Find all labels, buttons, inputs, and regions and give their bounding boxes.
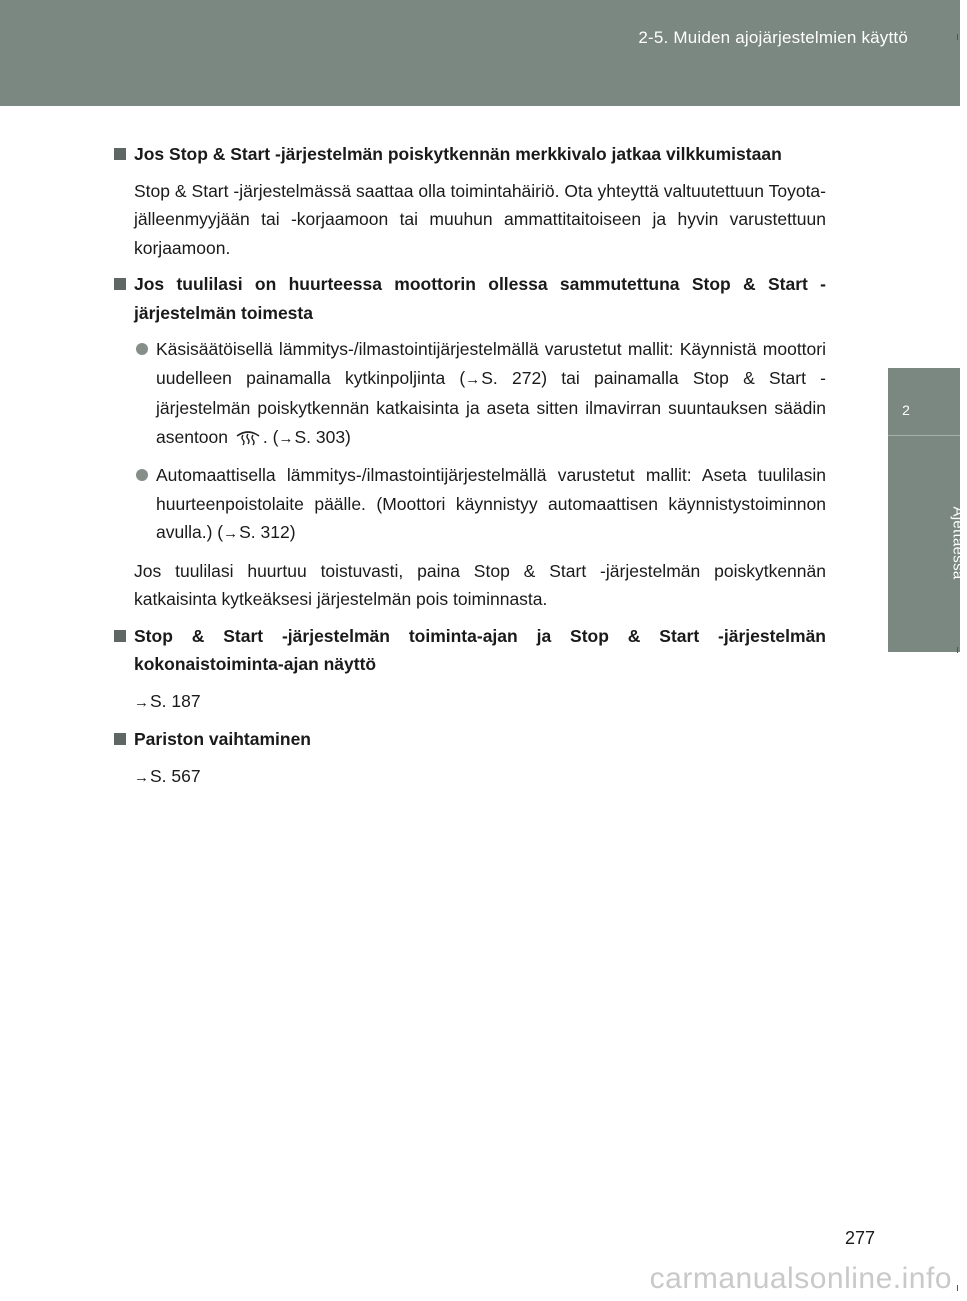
page-reference-line	[114, 762, 826, 793]
side-divider	[888, 435, 960, 436]
section-heading	[114, 725, 826, 754]
page-content	[114, 140, 826, 800]
round-bullet-icon	[136, 469, 148, 481]
section-body: Stop & Start -järjestelmässä saattaa olla toimintahäiriö. Ota yhteyttä valtuutettuun Toyota-jälleenmyyjään tai -korjaamoon tai muuhun ammattitaitoiseen ja hyvin varustettuun korjaamoon.	[134, 180, 826, 258]
section-body: Jos tuulilasi huurtuu toistuvasti, paina Stop & Start -järjestelmän poiskytkennän katkaisinta kytkeäksesi järjestelmän pois toiminnasta.	[134, 560, 826, 609]
watermark[interactable]: carmanualsonline.info	[649, 1262, 952, 1295]
right-arrow-icon: →	[278, 429, 294, 447]
side-tab	[888, 368, 967, 652]
page-reference[interactable]: S. 187	[150, 690, 201, 711]
round-bullet-icon	[136, 343, 148, 355]
square-bullet-icon	[114, 148, 126, 160]
section-heading-text: Stop & Start -järjestelmän toiminta-ajan ja Stop & Start -järjestelmän kokonaistoiminta-ajan näyttö	[134, 625, 826, 674]
crop-mark	[957, 1285, 958, 1291]
list-item-text: Käsisäätöisellä lämmitys-/ilmastointijärjestelmällä varustetut mallit: Käynnistä moottori uudelleen painamalla kytkinpoljinta (	[156, 339, 826, 388]
punctuation: . (	[262, 426, 279, 447]
square-bullet-icon	[114, 630, 126, 642]
page-reference[interactable]: S. 272) tai painamalla Stop & Start -järjestelmän poiskytkennän katkaisinta ja aseta sitten ilmavirran suuntauksen säädin asentoon	[156, 367, 826, 447]
chapter-label: Ajettaessa	[949, 506, 967, 580]
section-heading-text: Jos tuulilasi on huurteessa moottorin ollessa sammutettuna Stop & Start -järjestelmän toimesta	[134, 274, 826, 323]
square-bullet-icon	[114, 733, 126, 745]
page-reference[interactable]: S. 303)	[294, 426, 351, 447]
square-bullet-icon	[114, 278, 126, 290]
section-heading-text: Pariston vaihtaminen	[134, 729, 311, 749]
page-number: 277	[845, 1228, 876, 1248]
crop-mark	[957, 34, 958, 40]
right-arrow-icon: →	[134, 693, 149, 711]
right-arrow-icon: →	[465, 370, 481, 388]
section-heading	[114, 270, 826, 327]
list-item-text: Automaattisella lämmitys-/ilmastointijärjestelmällä varustetut mallit: Aseta tuulilasin huurteenpoistolaite päälle. (Moottori käynnistyy automaattisen käynnistystoiminnon avulla.) (	[156, 465, 826, 542]
chapter-number: 2	[902, 402, 910, 418]
right-arrow-icon: →	[134, 768, 149, 786]
crop-mark	[957, 647, 958, 653]
windshield-defrost-icon	[235, 427, 261, 447]
section-heading-text: Jos Stop & Start -järjestelmän poiskytkennän merkkivalo jatkaa vilkkumistaan	[134, 144, 782, 164]
page-reference[interactable]: S. 567	[150, 765, 201, 786]
right-arrow-icon: →	[223, 525, 239, 542]
section-heading	[114, 622, 826, 679]
page-reference-line	[114, 687, 826, 718]
chapter-title: 2-5. Muiden ajojärjestelmien käyttö	[638, 28, 908, 47]
header-bar	[0, 0, 960, 106]
page-reference[interactable]: S. 312)	[239, 522, 296, 542]
list-item	[114, 335, 826, 453]
section-heading	[114, 140, 826, 169]
list-item	[114, 461, 826, 549]
